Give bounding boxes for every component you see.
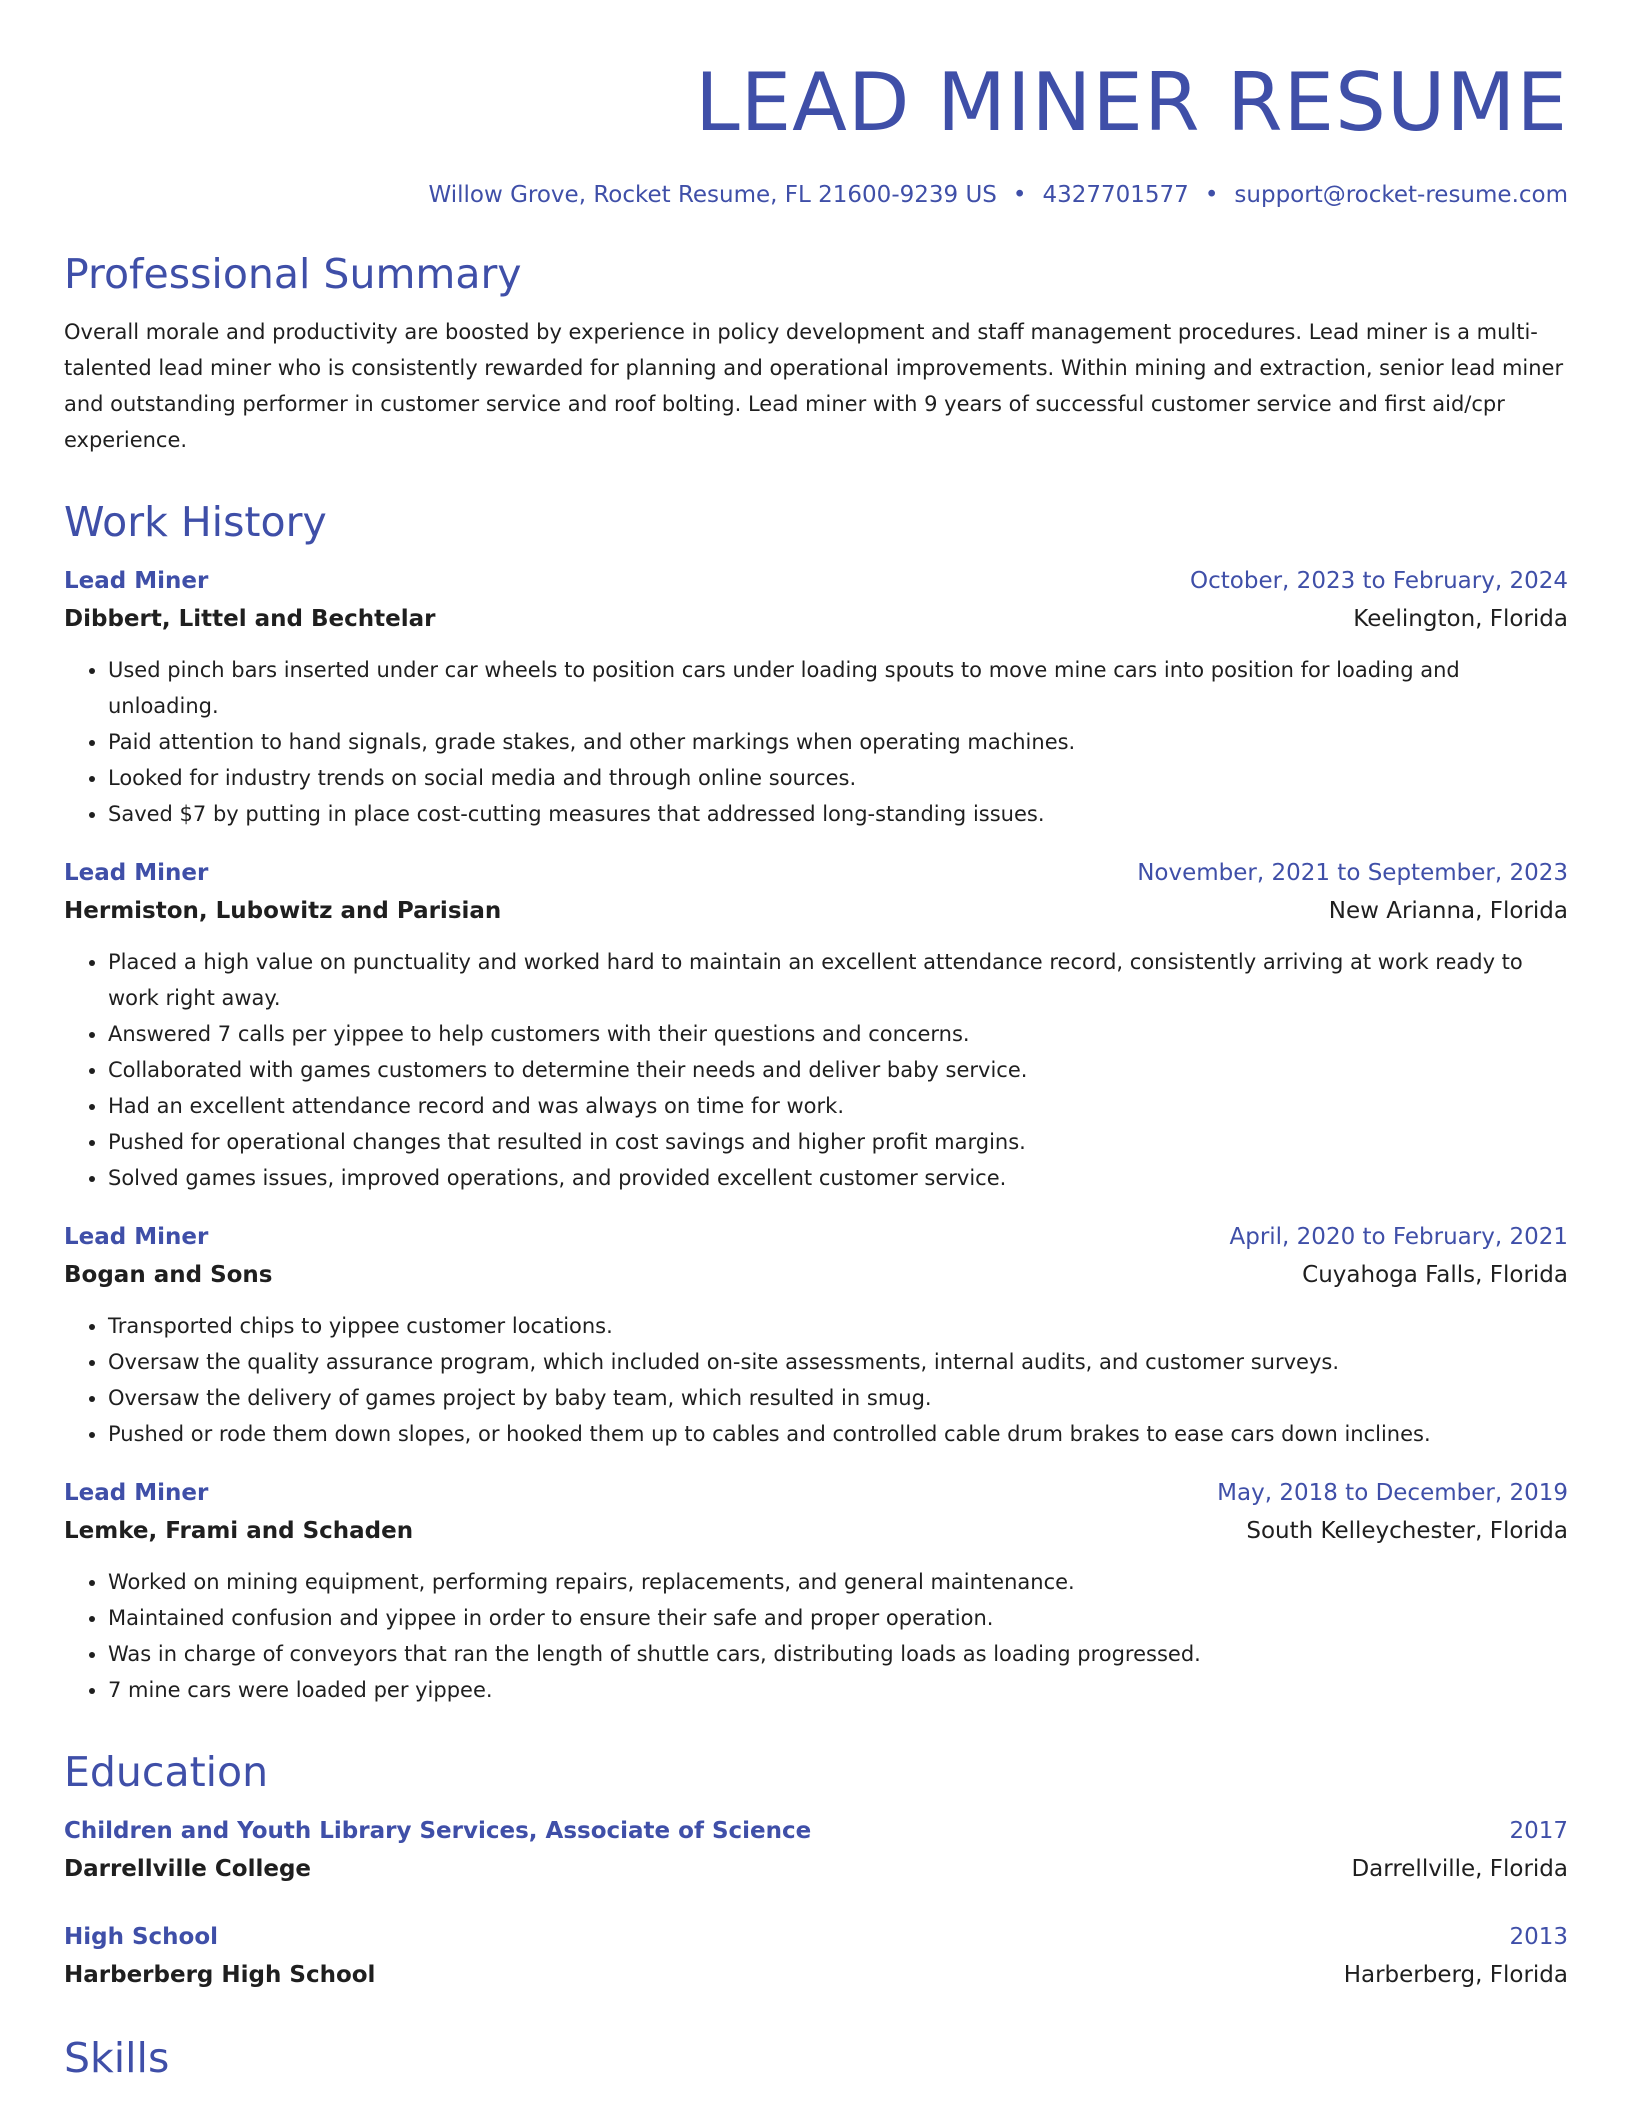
job-bullet: • Maintained confusion and yippee in order to ensure their safe and proper operation. xyxy=(108,1600,1568,1636)
education-location: Darrellville, Florida xyxy=(1351,1856,1568,1882)
job-entry xyxy=(64,1474,1568,1708)
job-dates: May, 2018 to December, 2019 xyxy=(1217,1480,1568,1506)
job-entry xyxy=(64,562,1568,832)
job-bullet: • Oversaw the delivery of games project by baby team, which resulted in smug. xyxy=(108,1380,1568,1416)
education-entry xyxy=(64,1918,1568,1994)
education-entry xyxy=(64,1812,1568,1888)
job-company: Lemke, Frami and Schaden xyxy=(64,1518,414,1544)
contact-email: support@rocket-resume.com xyxy=(1234,182,1568,208)
education-heading: Education xyxy=(64,1748,269,1796)
job-bullet: • Saved $7 by putting in place cost-cutting measures that addressed long-standing issues. xyxy=(108,796,1568,832)
job-bullet: • Collaborated with games customers to determine their needs and deliver baby service. xyxy=(108,1052,1568,1088)
job-company: Dibbert, Littel and Bechtelar xyxy=(64,606,436,632)
job-bullet: • Worked on mining equipment, performing repairs, replacements, and general maintenance. xyxy=(108,1564,1568,1600)
job-company: Hermiston, Lubowitz and Parisian xyxy=(64,898,502,924)
job-bullet: • Pushed or rode them down slopes, or hooked them up to cables and controlled cable drum brakes to ease cars down inclines. xyxy=(108,1416,1568,1452)
education-school: Darrellville College xyxy=(64,1856,312,1882)
job-bullets xyxy=(64,1564,1568,1708)
job-entry xyxy=(64,854,1568,1196)
contact-line xyxy=(64,180,1568,210)
job-bullet: • Paid attention to hand signals, grade stakes, and other markings when operating machines. xyxy=(108,724,1568,760)
job-location: New Arianna, Florida xyxy=(1328,898,1568,924)
job-bullet: • 7 mine cars were loaded per yippee. xyxy=(108,1672,1568,1708)
summary-heading: Professional Summary xyxy=(64,250,522,298)
contact-phone: 4327701577 xyxy=(1042,182,1189,208)
job-bullets xyxy=(64,944,1568,1196)
job-title: Lead Miner xyxy=(64,860,209,886)
job-bullets xyxy=(64,1308,1568,1452)
job-location: Cuyahoga Falls, Florida xyxy=(1302,1262,1568,1288)
job-bullet: • Answered 7 calls per yippee to help customers with their questions and concerns. xyxy=(108,1016,1568,1052)
contact-address: Willow Grove, Rocket Resume, FL 21600-9239 US xyxy=(428,182,997,208)
education-year: 2017 xyxy=(1509,1818,1568,1844)
job-dates: April, 2020 to February, 2021 xyxy=(1229,1224,1568,1250)
job-bullet: • Solved games issues, improved operations, and provided excellent customer service. xyxy=(108,1160,1568,1196)
summary-text: Overall morale and productivity are boosted by experience in policy development and staff management procedures. Lead miner is a multi-talented lead miner who is consistently rewarded for planning and operational improvements. Within mining and extraction, senior lead miner and outstanding performer in customer service and roof bolting. Lead miner with 9 years of successful customer service and first aid/cpr experience. xyxy=(64,320,1564,452)
job-bullet: • Looked for industry trends on social media and through online sources. xyxy=(108,760,1568,796)
job-location: South Kelleychester, Florida xyxy=(1246,1518,1568,1544)
job-bullet: • Had an excellent attendance record and was always on time for work. xyxy=(108,1088,1568,1124)
job-dates: October, 2023 to February, 2024 xyxy=(1190,568,1568,594)
contact-separator: • xyxy=(1012,182,1027,208)
education-school: Harberberg High School xyxy=(64,1962,376,1988)
job-title: Lead Miner xyxy=(64,1224,209,1250)
skills-heading: Skills xyxy=(64,2034,170,2082)
job-bullet: • Transported chips to yippee customer locations. xyxy=(108,1308,1568,1344)
job-bullets xyxy=(64,652,1568,832)
job-location: Keelington, Florida xyxy=(1353,606,1568,632)
job-bullet: • Oversaw the quality assurance program, which included on-site assessments, internal audits, and customer surveys. xyxy=(108,1344,1568,1380)
job-bullet: • Was in charge of conveyors that ran the length of shuttle cars, distributing loads as loading progressed. xyxy=(108,1636,1568,1672)
work-history-heading: Work History xyxy=(64,498,327,546)
education-location: Harberberg, Florida xyxy=(1343,1962,1568,1988)
job-company: Bogan and Sons xyxy=(64,1262,273,1288)
job-bullet: • Placed a high value on punctuality and worked hard to maintain an excellent attendance record, consistently arriving at work ready to work right away. xyxy=(108,944,1568,1016)
job-entry xyxy=(64,1218,1568,1452)
job-title: Lead Miner xyxy=(64,568,209,594)
job-dates: November, 2021 to September, 2023 xyxy=(1137,860,1568,886)
job-title: Lead Miner xyxy=(64,1480,209,1506)
contact-separator: • xyxy=(1204,182,1219,208)
education-degree: Children and Youth Library Services, Associate of Science xyxy=(64,1818,812,1844)
job-bullet: • Used pinch bars inserted under car wheels to position cars under loading spouts to move mine cars into position for loading and unloading. xyxy=(108,652,1568,724)
education-year: 2013 xyxy=(1509,1924,1568,1950)
job-bullet: • Pushed for operational changes that resulted in cost savings and higher profit margins. xyxy=(108,1124,1568,1160)
education-degree: High School xyxy=(64,1924,219,1950)
resume-title: LEAD MINER RESUME xyxy=(695,56,1568,149)
